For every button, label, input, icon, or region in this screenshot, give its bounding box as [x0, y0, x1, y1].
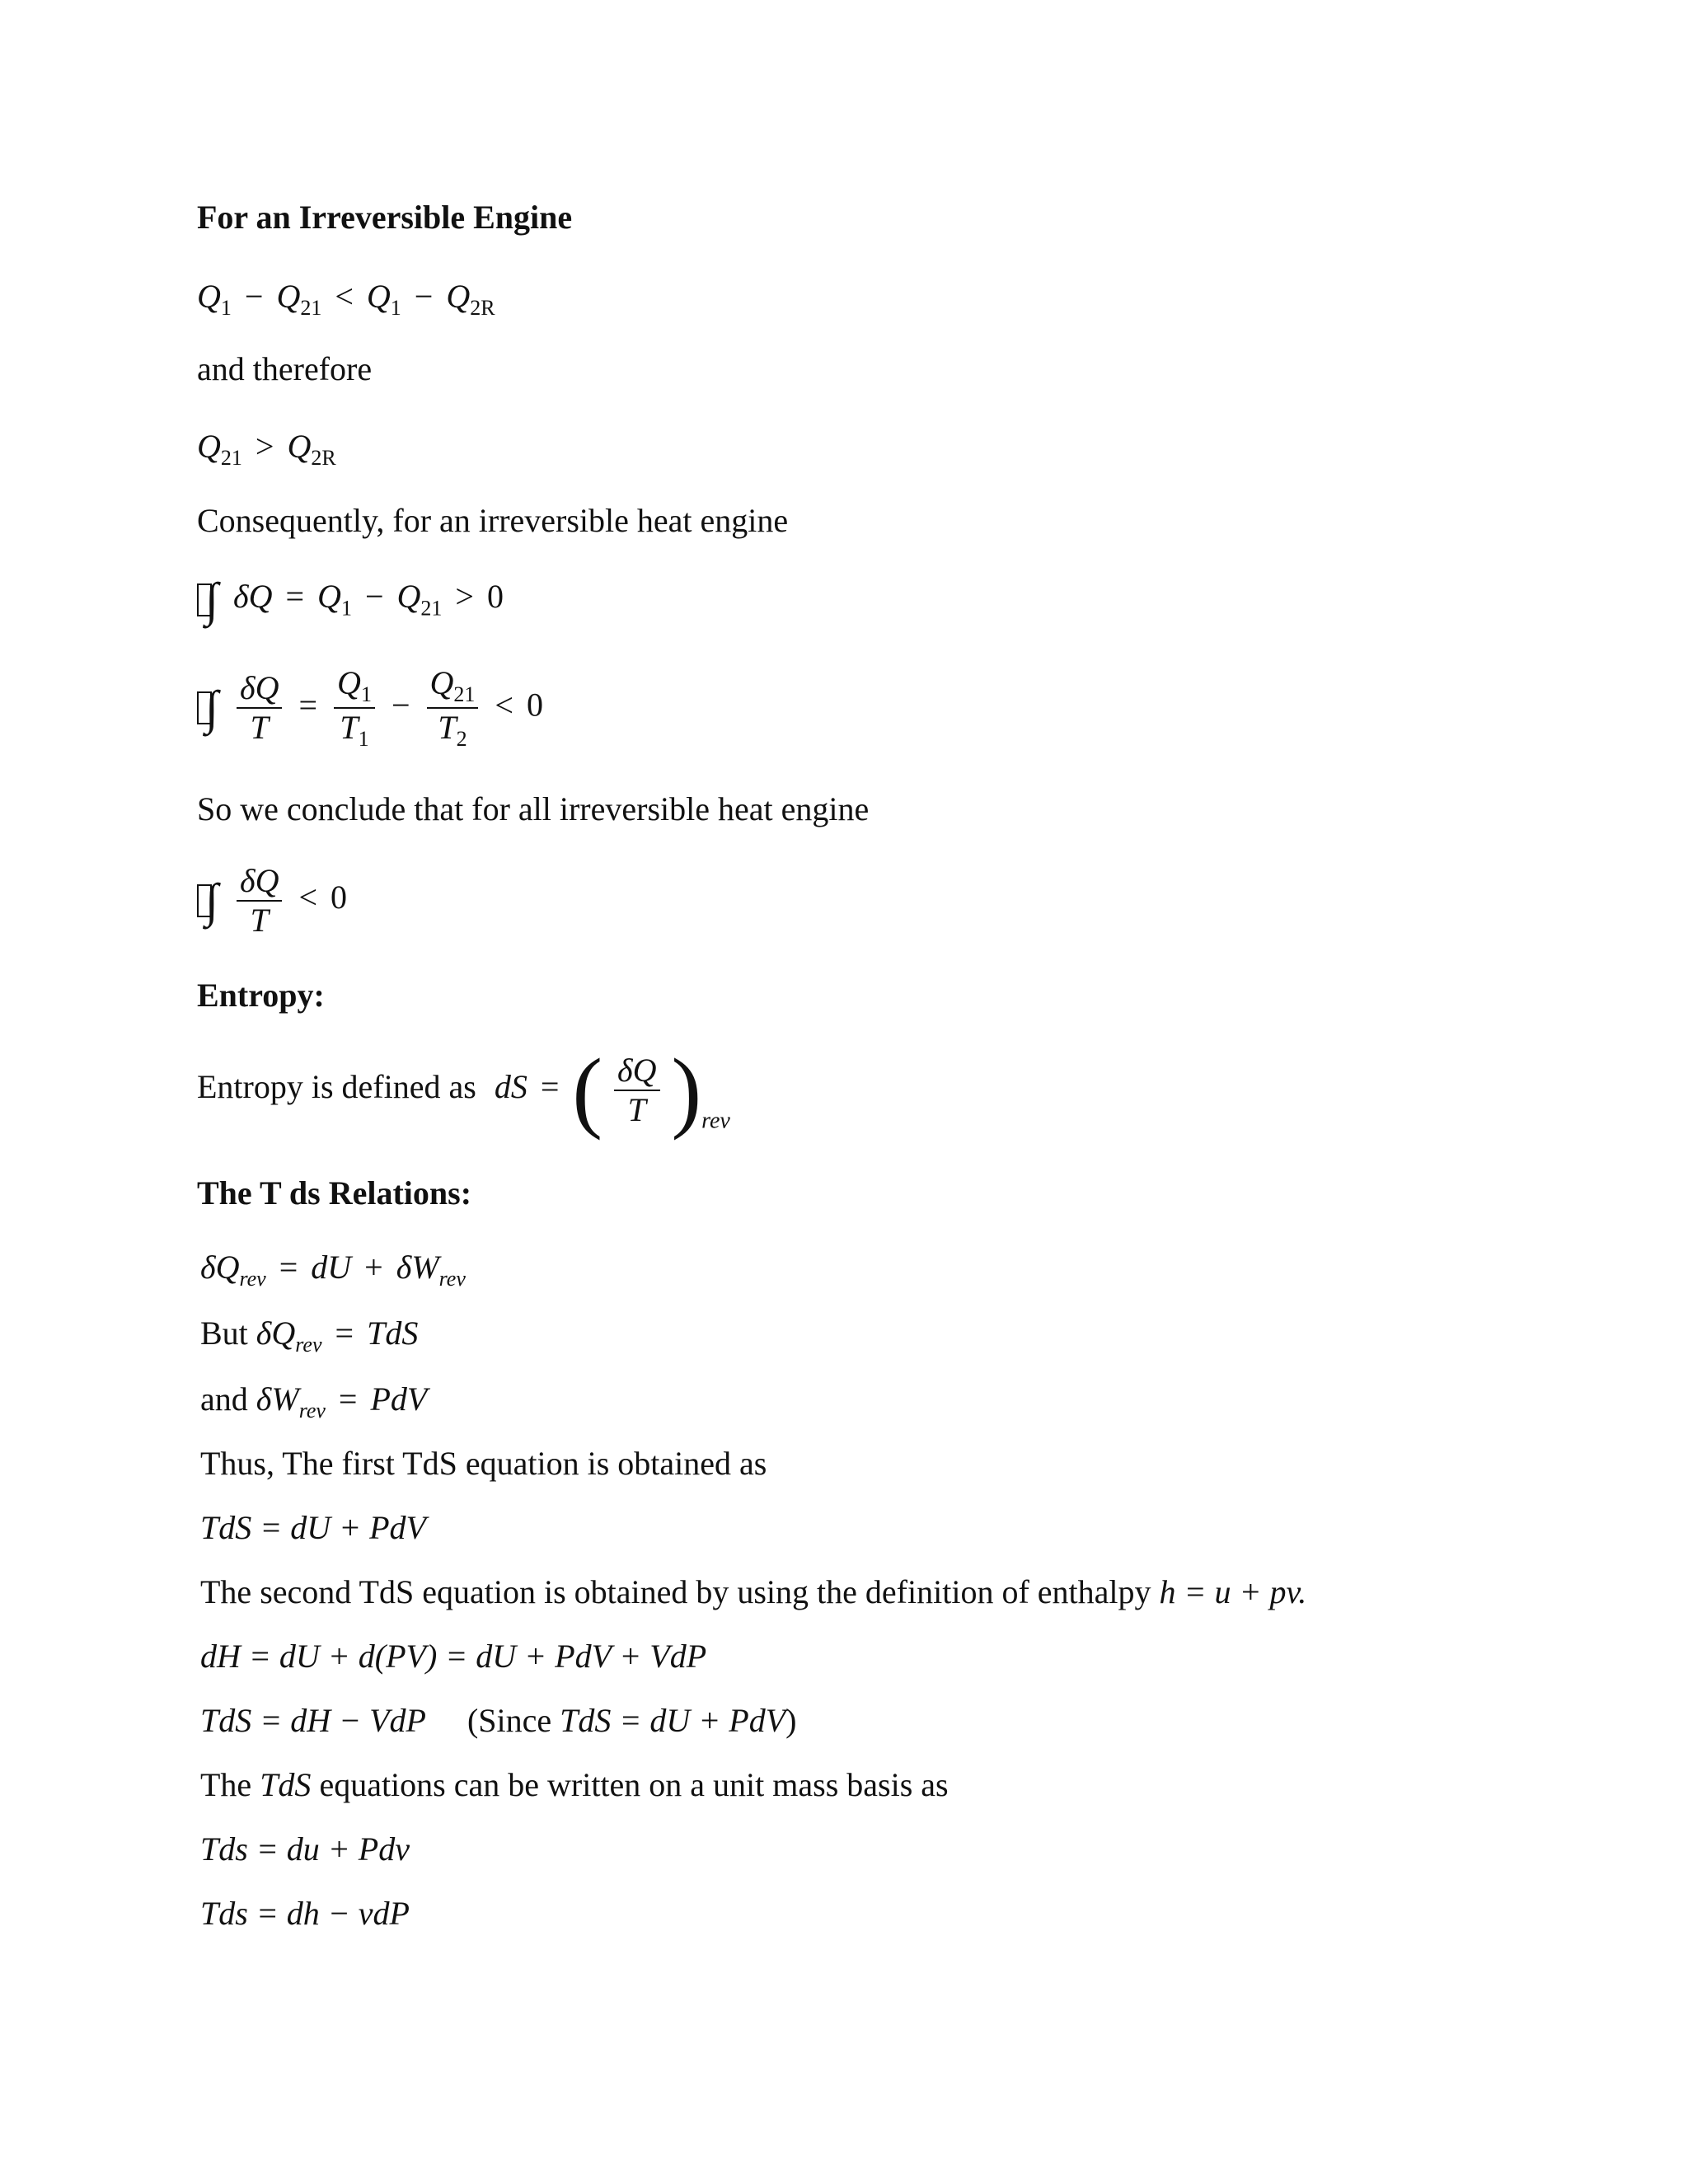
- eq2-sub2r: 2R: [311, 446, 336, 471]
- eq9-pdv: PdV: [370, 1380, 428, 1418]
- eq7-deltaw: δW: [396, 1249, 439, 1286]
- eq6-ds: dS: [494, 1068, 528, 1106]
- eq4-q21-sub: 21: [453, 682, 476, 707]
- fraction-q21-over-t2: [427, 666, 479, 751]
- cyclic-integral-icon: ∫: [197, 685, 222, 731]
- eq8-deltaq: δQ: [256, 1315, 296, 1352]
- equation-second-tds: [200, 1704, 796, 1737]
- eq2-q21: Q: [197, 428, 221, 465]
- unit-mass-a: The: [200, 1766, 252, 1803]
- since-equation: TdS = dU + PdV: [560, 1702, 786, 1739]
- eq3-sub1: 1: [340, 596, 352, 621]
- entropy-defined-text: Entropy is defined as: [197, 1068, 476, 1106]
- eq3-gt: >: [455, 578, 474, 616]
- text-and-therefore: and therefore: [197, 350, 373, 387]
- heading-irreversible-engine: For an Irreversible Engine: [197, 199, 573, 236]
- text-unit-mass-basis: [200, 1766, 949, 1803]
- equation-clausius-inequality: [197, 864, 347, 938]
- equation-unit-mass-first: Tds = du + Pdv: [200, 1830, 410, 1868]
- second-tds-text: The second TdS equation is obtained by using the definition of enthalpy: [200, 1573, 1151, 1610]
- fraction-dq-over-t: [237, 864, 282, 938]
- since-close: ): [785, 1702, 797, 1739]
- eq3-q21: Q: [396, 578, 421, 616]
- fraction-dq-over-t: [614, 1053, 659, 1127]
- eq4-q1-sub: 1: [360, 682, 372, 707]
- eq6-eq: =: [540, 1068, 560, 1106]
- equation-enthalpy-differential: dH = dU + d(PV) = dU + PdV + VdP: [200, 1638, 707, 1675]
- eq4-den-t: T: [250, 709, 269, 747]
- equation-cyclic-heat: [197, 573, 504, 626]
- equation-unit-mass-second: Tds = dh − vdP: [200, 1895, 410, 1932]
- cyclic-integral-icon: ∫: [197, 577, 222, 623]
- eq9-eq: =: [338, 1380, 358, 1418]
- cyclic-integral-icon: ∫: [197, 878, 222, 924]
- eq5-lt: <: [298, 879, 318, 916]
- eq4-num-dq: δQ: [237, 671, 282, 709]
- eq3-sub21: 21: [420, 596, 443, 621]
- text-consequently: Consequently, for an irreversible heat engine: [197, 502, 789, 539]
- enthalpy-definition: h = u + pv.: [1159, 1573, 1307, 1610]
- eq6-den-t: T: [627, 1091, 646, 1128]
- eq4-eq: =: [298, 686, 318, 724]
- eq3-q1: Q: [317, 578, 341, 616]
- eq5-num-dq: δQ: [237, 864, 282, 902]
- eq8-eq: =: [335, 1315, 354, 1352]
- eq7-du: dU: [311, 1249, 352, 1286]
- fraction-q1-over-t1: [334, 666, 375, 751]
- eq4-zero: 0: [526, 686, 543, 724]
- eq5-zero: 0: [331, 879, 348, 916]
- eq6-num-dq: δQ: [614, 1053, 659, 1091]
- eq6-rev-sub: rev: [701, 1108, 730, 1134]
- eq2-q2r: Q: [287, 428, 312, 465]
- eq1-q2r: Q: [446, 278, 471, 315]
- eq7-eq: =: [279, 1249, 298, 1286]
- since-open: (Since: [467, 1702, 552, 1739]
- eq1-sub1b: 1: [390, 296, 401, 321]
- eq4-q21-letter: Q: [429, 664, 454, 701]
- eq7-rev-2: rev: [438, 1267, 466, 1291]
- eq7-plus: +: [364, 1249, 383, 1286]
- eq7-rev-1: rev: [239, 1267, 266, 1291]
- text-second-tds: [200, 1573, 1307, 1610]
- equation-work-comparison: [197, 280, 495, 319]
- eq1-q1b: Q: [366, 278, 391, 315]
- eq4-t1-sub: 1: [358, 727, 369, 752]
- but-word: But: [200, 1315, 248, 1352]
- eq2-gt: >: [255, 428, 274, 465]
- eq3-minus: −: [364, 578, 384, 616]
- heading-tds-relations: The T ds Relations:: [197, 1174, 472, 1212]
- eq3-eq: =: [285, 578, 305, 616]
- and-word: and: [200, 1380, 248, 1418]
- text-conclude: So we conclude that for all irreversible heat engine: [197, 790, 870, 827]
- eq1-sub21: 21: [300, 296, 322, 321]
- eq8-rev: rev: [295, 1333, 322, 1357]
- heading-entropy: Entropy:: [197, 977, 325, 1014]
- equation-but-heat: [200, 1317, 418, 1356]
- eq9-rev: rev: [298, 1399, 326, 1423]
- eq4-num-q1: [334, 666, 375, 709]
- eq4-num-q21: [427, 666, 479, 709]
- unit-mass-tds: TdS: [260, 1766, 312, 1803]
- eq1-sub2r: 2R: [470, 296, 495, 321]
- eq9-deltaw: δW: [256, 1380, 299, 1418]
- equation-first-law-reversible: [200, 1251, 466, 1290]
- eq3-deltaq: δQ: [233, 578, 273, 616]
- eq4-t1-letter: T: [340, 709, 359, 747]
- eq4-t2-sub: 2: [456, 727, 467, 752]
- right-paren: ): [671, 1040, 702, 1141]
- eq1-q21: Q: [276, 278, 301, 315]
- eq4-lt: <: [495, 686, 513, 724]
- eq5-den-t: T: [250, 902, 269, 939]
- eq3-zero: 0: [486, 578, 504, 616]
- unit-mass-b: equations can be written on a unit mass basis as: [319, 1766, 949, 1803]
- eq1-minus-b: −: [414, 278, 434, 315]
- text-thus-first-tds: Thus, The first TdS equation is obtained as: [200, 1445, 767, 1482]
- entropy-definition-line: [197, 1040, 730, 1141]
- eq4-minus: −: [391, 686, 410, 724]
- fraction-dq-over-t: [237, 671, 282, 745]
- eq4-t2-letter: T: [438, 709, 457, 747]
- equation-clausius-ratio: [197, 666, 543, 751]
- eq8-tds: TdS: [367, 1315, 419, 1352]
- eq7-deltaq: δQ: [200, 1249, 240, 1286]
- equation-heat-rejected: [197, 430, 336, 469]
- eq4-q1-letter: Q: [337, 664, 361, 701]
- equation-and-work: [200, 1380, 428, 1423]
- eq1-minus: −: [244, 278, 264, 315]
- eq4-den-t2: [434, 709, 470, 750]
- eq2-sub21: 21: [220, 446, 242, 471]
- equation-first-tds: TdS = dU + PdV: [200, 1509, 426, 1546]
- eq4-den-t1: [336, 709, 372, 750]
- eq1-q1: Q: [197, 278, 221, 315]
- eq1-lt: <: [335, 278, 354, 315]
- eq1-sub1: 1: [220, 296, 232, 321]
- eq12-text: TdS = dH − VdP: [200, 1702, 426, 1739]
- left-paren: (: [572, 1040, 603, 1141]
